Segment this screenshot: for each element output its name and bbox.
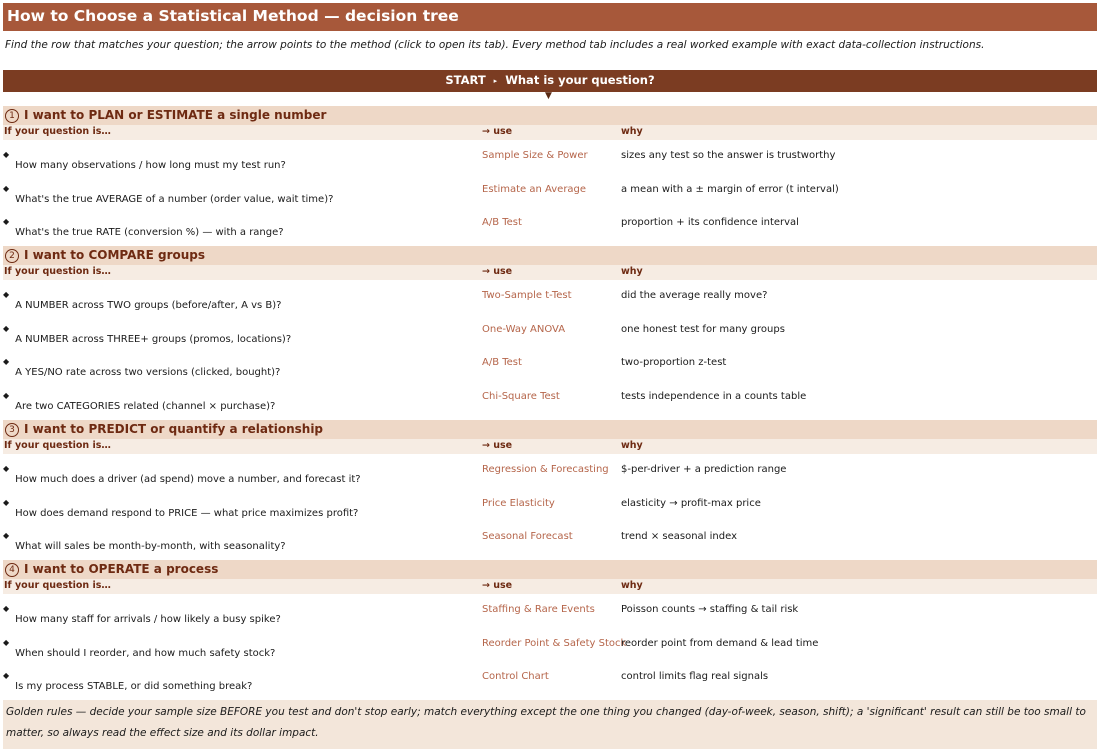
section-header [3,420,1097,439]
question-text: What's the true RATE (conversion %) — with a range? [15,227,284,239]
col-question: If your question is… [4,440,111,451]
diamond-bullet-icon: ◆ [3,531,10,541]
column-headers [3,439,1097,454]
arrow-right-icon: ▸ [493,77,498,85]
table-row [3,314,1097,348]
col-why: why [621,440,643,451]
diamond-bullet-icon: ◆ [3,217,10,227]
diamond-bullet-icon: ◆ [3,604,10,613]
table-row [3,488,1097,522]
circled-number-icon: 1 [5,109,19,123]
arrow-down-icon: ▼ [545,91,552,101]
circled-number-icon: 2 [5,249,19,263]
question-text: Is my process STABLE, or did something break? [15,681,253,693]
table-row [3,628,1097,662]
circled-number-icon: 3 [5,423,19,437]
col-question: If your question is… [4,266,111,277]
method-link[interactable]: Sample Size & Power [482,150,588,161]
table-row [3,661,1097,695]
why-text: did the average really move? [621,290,768,301]
section-title: I want to OPERATE a process [24,562,219,576]
section-operate [3,560,1097,695]
method-link[interactable]: One-Way ANOVA [482,323,566,335]
why-text: reorder point from demand & lead time [621,637,819,649]
diamond-bullet-icon: ◆ [3,671,10,681]
intro-text: Find the row that matches your question; the arrow points to the method (click to open its tab). Every method tab includes a real worked example with exact data-collection instructions. [5,39,985,51]
question-text: Are two CATEGORIES related (channel × purchase)? [15,401,276,413]
why-text: sizes any test so the answer is trustworthy [621,150,836,161]
table-row [3,594,1097,628]
column-headers [3,125,1097,140]
why-text: control limits flag real signals [621,671,769,683]
question-text: What's the true AVERAGE of a number (order value, wait time)? [15,193,334,205]
why-text: one honest test for many groups [621,323,785,335]
col-use: → use [482,126,513,137]
section-predict [3,420,1097,555]
question-text: A NUMBER across TWO groups (before/after, A vs B)? [15,300,282,311]
table-row [3,454,1097,488]
why-text: Poisson counts → staffing & tail risk [621,604,799,615]
circled-number-icon: 4 [5,563,19,577]
diamond-bullet-icon: ◆ [3,464,10,473]
method-link[interactable]: Estimate an Average [482,183,587,195]
col-why: why [621,580,643,591]
col-use: → use [482,580,513,591]
question-text: A NUMBER across THREE+ groups (promos, locations)? [15,333,292,345]
why-text: elasticity → profit-max price [621,497,761,509]
method-link[interactable]: Staffing & Rare Events [482,604,595,615]
section-title: I want to PLAN or ESTIMATE a single number [24,108,327,122]
section-header [3,246,1097,265]
method-link[interactable]: A/B Test [482,217,522,229]
golden-rules: Golden rules — decide your sample size BEFORE you test and don't stop early; match everything except the one thing you changed (day-of-week, season, shift); a 'significant' result can still be too small to matter, so always read the effect size and its dollar impact. [3,700,1097,749]
why-text: trend × seasonal index [621,531,737,543]
question-text: When should I reorder, and how much safety stock? [15,647,276,659]
method-link[interactable]: Reorder Point & Safety Stock [482,637,627,649]
method-link[interactable]: A/B Test [482,357,522,369]
section-header [3,560,1097,579]
section-plan-estimate [3,106,1097,241]
table-row [3,347,1097,381]
diamond-bullet-icon: ◆ [3,357,10,367]
method-link[interactable]: Chi-Square Test [482,391,560,403]
column-headers [3,579,1097,594]
col-question: If your question is… [4,126,111,137]
question-text: How does demand respond to PRICE — what price maximizes profit? [15,507,359,519]
question-text: How many observations / how long must my test run? [15,160,286,171]
table-row [3,207,1097,241]
start-bar [3,70,1097,92]
col-why: why [621,266,643,277]
diamond-bullet-icon: ◆ [3,637,10,647]
table-row [3,381,1097,415]
why-text: $-per-driver + a prediction range [621,464,787,475]
page-title: How to Choose a Statistical Method — decision tree [3,3,1097,31]
diamond-bullet-icon: ◆ [3,150,10,159]
table-row [3,280,1097,314]
diamond-bullet-icon: ◆ [3,497,10,507]
why-text: tests independence in a counts table [621,391,807,403]
start-label: START [445,73,486,87]
question-text: A YES/NO rate across two versions (clicked, bought)? [15,367,281,379]
method-link[interactable]: Control Chart [482,671,549,683]
column-headers [3,265,1097,280]
col-use: → use [482,440,513,451]
why-text: two-proportion z-test [621,357,727,369]
col-question: If your question is… [4,580,111,591]
table-row [3,174,1097,208]
table-row [3,521,1097,555]
question-text: How many staff for arrivals / how likely a busy spike? [15,614,281,625]
why-text: a mean with a ± margin of error (t interval) [621,183,839,195]
diamond-bullet-icon: ◆ [3,391,10,401]
why-text: proportion + its confidence interval [621,217,799,229]
question-text: How much does a driver (ad spend) move a number, and forecast it? [15,474,361,485]
table-row [3,140,1097,174]
method-link[interactable]: Regression & Forecasting [482,464,609,475]
col-why: why [621,126,643,137]
question-text: What will sales be month-by-month, with seasonality? [15,541,286,553]
diamond-bullet-icon: ◆ [3,323,10,333]
section-title: I want to PREDICT or quantify a relationship [24,422,324,436]
method-link[interactable]: Seasonal Forecast [482,531,573,543]
diamond-bullet-icon: ◆ [3,183,10,193]
start-question: What is your question? [505,73,655,87]
diamond-bullet-icon: ◆ [3,290,10,299]
section-header [3,106,1097,125]
method-link[interactable]: Price Elasticity [482,497,555,509]
col-use: → use [482,266,513,277]
method-link[interactable]: Two-Sample t-Test [482,290,572,301]
section-title: I want to COMPARE groups [24,248,206,262]
section-compare [3,246,1097,415]
